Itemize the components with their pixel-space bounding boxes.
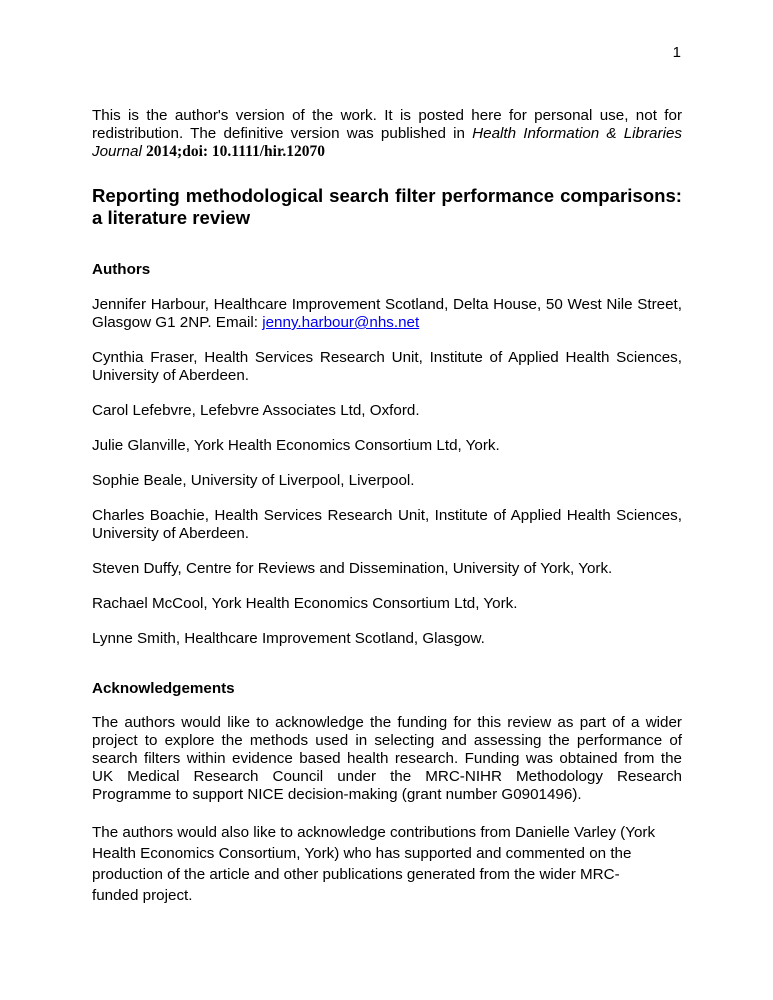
author-item [92, 296, 682, 332]
acknowledgements-paragraph: The authors would like to acknowledge the funding for this review as part of a wider project to explore the methods used in selecting and assessing the performance of search filters within evidence based health research. Funding was obtained from the UK Medical Research Council under the MRC-NIHR Methodology Research Programme to support NICE decision-making (grant number G0901496). [92, 714, 682, 803]
journal-name: Health Information & Libraries Journal [92, 125, 682, 160]
author-item: Lynne Smith, Healthcare Improvement Scotland, Glasgow. [92, 630, 485, 647]
version-notice-text: This is the author's version of the work. It is posted here for personal use, not for redistribution. The definitive version was published in [92, 107, 682, 142]
author-email-link[interactable]: jenny.harbour@nhs.net [262, 314, 420, 331]
page-number: 1 [672, 44, 681, 61]
author-text: Jennifer Harbour, Healthcare Improvement Scotland, Delta House, 50 West Nile Street, Glasgow G1 2NP. Email: [92, 296, 682, 331]
acknowledgements-heading: Acknowledgements [92, 680, 235, 697]
acknowledgements-paragraph: The authors would also like to acknowledge contributions from Danielle Varley (York Health Economics Consortium, York) who has supported and commented on the production of the article and other publications generated from the wider MRC-funded project. [92, 824, 656, 904]
author-item: Carol Lefebvre, Lefebvre Associates Ltd, Oxford. [92, 402, 420, 419]
author-item: Cynthia Fraser, Health Services Research Unit, Institute of Applied Health Sciences, University of Aberdeen. [92, 349, 682, 384]
authors-heading: Authors [92, 261, 151, 278]
document-body [92, 107, 682, 906]
doi-citation: 2014;doi: 10.1111/hir.12070 [146, 143, 326, 160]
author-item: Charles Boachie, Health Services Research Unit, Institute of Applied Health Sciences, University of Aberdeen. [92, 507, 682, 542]
author-item: Julie Glanville, York Health Economics Consortium Ltd, York. [92, 437, 500, 454]
author-item: Sophie Beale, University of Liverpool, Liverpool. [92, 472, 415, 489]
paper-title: Reporting methodological search filter performance comparisons: a literature review [92, 185, 682, 228]
author-item: Rachael McCool, York Health Economics Consortium Ltd, York. [92, 595, 518, 612]
author-item: Steven Duffy, Centre for Reviews and Dissemination, University of York, York. [92, 560, 613, 577]
version-notice [92, 107, 682, 161]
